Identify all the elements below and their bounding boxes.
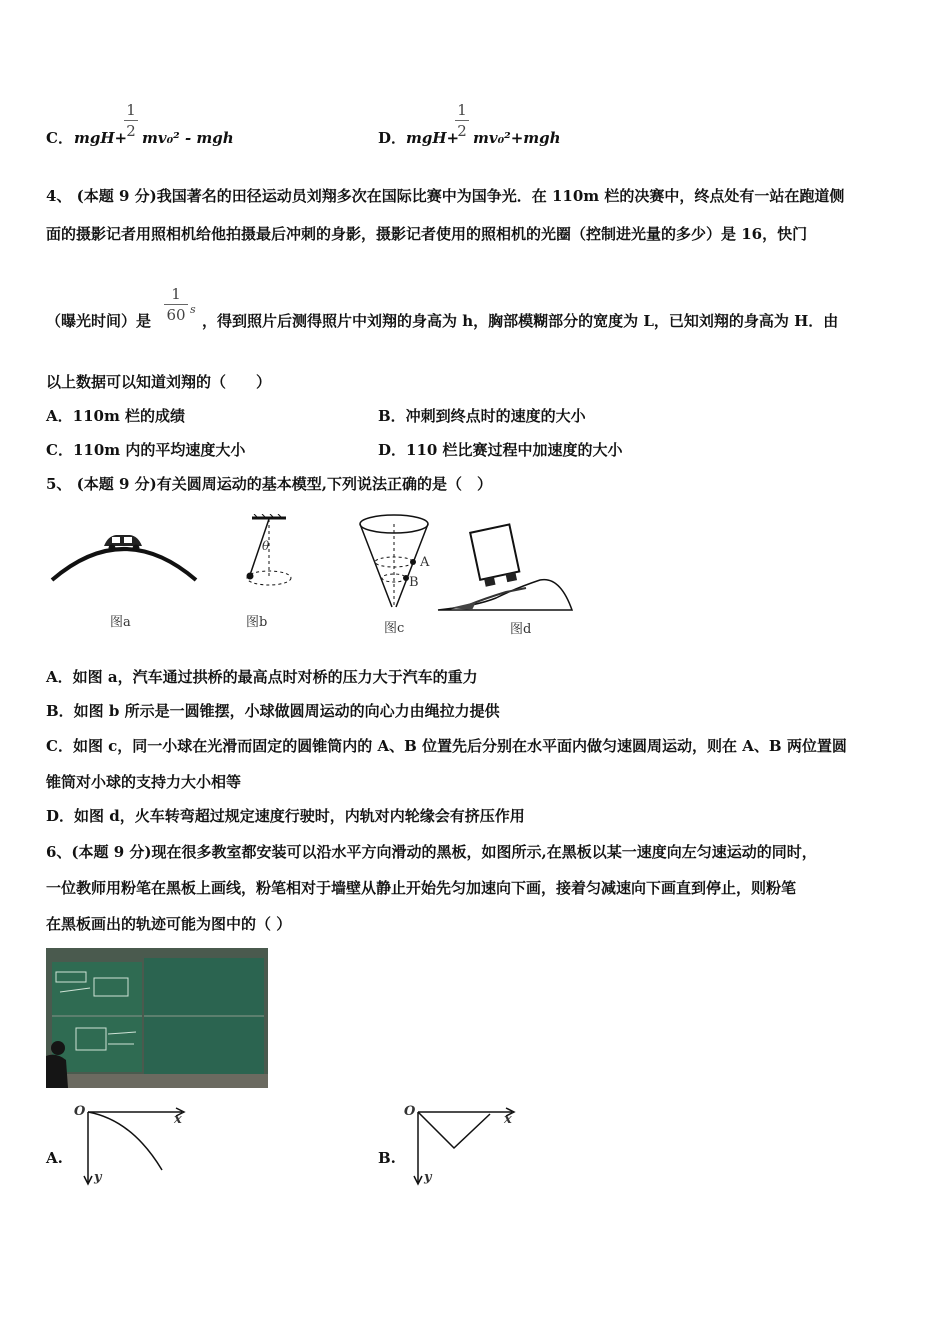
trajectory-curve (88, 1112, 162, 1170)
fraction-numerator: 1 (171, 285, 181, 303)
q4-line-3-post: ，得到照片后测得照片中刘翔的身高为 h，胸部模糊部分的宽度为 L，已知刘翔的身高为 H．由 (202, 312, 839, 330)
q4-line-4: 以上数据可以知道刘翔的（ ） (46, 373, 272, 391)
q4-line-1: 4、 (本题 9 分)我国著名的田径运动员刘翔多次在国际比赛中为国争光．在 110m 栏的决赛中，终点处有一站在跑道侧 (46, 187, 845, 205)
ball-a (410, 559, 416, 565)
blackboard-photo (46, 948, 268, 1088)
q4-option-c: C．110m 内的平均速度大小 (46, 441, 246, 459)
car-wheel (133, 545, 140, 552)
axis-origin-a: O (74, 1104, 86, 1119)
fraction-denominator: 60 (166, 306, 186, 324)
q5-option-a: A．如图 a，汽车通过拱桥的最高点时对桥的压力大于汽车的重力 (46, 668, 478, 686)
q6-option-b-label: B. (378, 1149, 396, 1167)
q4-fraction-unit: s (190, 303, 196, 316)
caption-c: 图c (384, 621, 405, 636)
trajectory-vshape (418, 1112, 490, 1148)
figure-a-bridge (48, 520, 200, 590)
q6-line-3: 在黑板画出的轨迹可能为图中的（ ） (46, 915, 292, 933)
q6-line-1: 6、(本题 9 分)现在很多教室都安装可以沿水平方向滑动的黑板，如图所示,在黑板以某一速度向左匀速运动的同时， (46, 843, 817, 861)
axis-x-a: x (174, 1112, 182, 1127)
option-d-expr-right: mv₀²+mgh (473, 129, 561, 147)
q6-option-a-label: A. (46, 1149, 63, 1167)
q6-option-a-graph (70, 1100, 190, 1190)
caption-d: 图d (510, 622, 532, 637)
option-d-expr-left: mgH+ (406, 129, 460, 147)
figure-b-pendulum (236, 514, 306, 600)
option-d-label: D． (378, 129, 407, 147)
q4-option-b: B．冲刺到终点时的速度的大小 (378, 407, 586, 425)
label-a: A (420, 555, 430, 570)
q4-fraction (164, 286, 188, 323)
train-car (470, 524, 519, 579)
q6-option-b-graph (398, 1100, 518, 1190)
theta-label: θ (262, 539, 270, 553)
pendulum-ball (247, 573, 254, 580)
axis-x-b: x (504, 1112, 512, 1127)
caption-a: 图a (110, 615, 131, 630)
q5-stem: 5、 (本题 9 分)有关圆周运动的基本模型,下列说法正确的是（ ） (46, 475, 492, 493)
caption-b: 图b (246, 615, 268, 630)
q4-option-a: A．110m 栏的成绩 (46, 407, 186, 425)
axis-y-a: y (94, 1170, 102, 1185)
fraction-numerator: 1 (126, 101, 136, 119)
label-b: B (409, 575, 419, 590)
q6-line-2: 一位教师用粉笔在黑板上画线，粉笔相对于墙壁从静止开始先匀加速向下画，接着匀减速向下画直到停止，则粉笔 (46, 879, 797, 897)
axis-origin-b: O (404, 1104, 416, 1119)
fraction-denominator: 2 (126, 122, 136, 140)
q4-line-3-pre: （曝光时间）是 (46, 312, 152, 330)
option-c-expr-left: mgH+ (74, 129, 128, 147)
option-c-expr-right: mv₀² - mgh (142, 129, 234, 147)
car-wheel (109, 545, 116, 552)
q4-option-d: D．110 栏比赛过程中加速度的大小 (378, 441, 623, 459)
q5-option-b: B．如图 b 所示是一圆锥摆，小球做圆周运动的向心力由绳拉力提供 (46, 702, 500, 720)
axis-y-b: y (424, 1170, 432, 1185)
q5-option-d: D．如图 d，火车转弯超过规定速度行驶时，内轨对内轮缘会有挤压作用 (46, 807, 525, 825)
figure-d-train (436, 518, 576, 616)
bridge-arch (52, 549, 196, 580)
option-c-label: C． (46, 129, 73, 147)
fraction-numerator: 1 (457, 101, 467, 119)
option-c-fraction (124, 102, 138, 139)
option-d-fraction (455, 102, 469, 139)
q5-option-c: C．如图 c，同一小球在光滑而固定的圆锥筒内的 A、B 位置先后分别在水平面内做匀速圆周运动，则在 A、B 两位置圆 (46, 737, 847, 755)
q4-line-2: 面的摄影记者用照相机给他拍摄最后冲刺的身影，摄影记者使用的照相机的光圈（控制进光量的多少）是 16，快门 (46, 225, 808, 243)
q5-option-c-cont: 锥筒对小球的支持力大小相等 (46, 773, 242, 791)
car-body (104, 535, 142, 546)
fraction-denominator: 2 (457, 122, 467, 140)
